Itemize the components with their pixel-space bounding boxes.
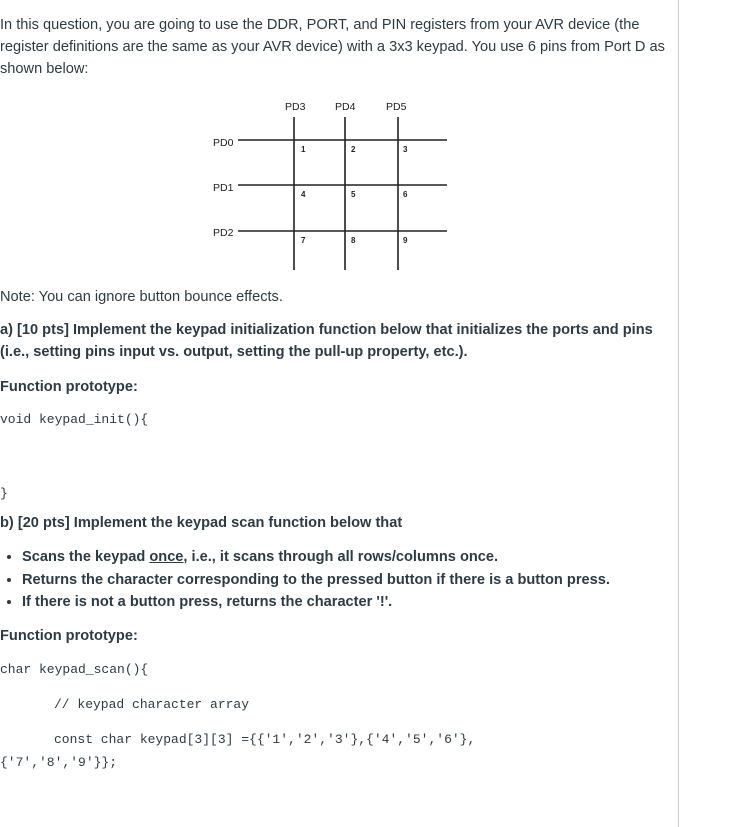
list-item: • Returns the character corresponding to the pressed button if there is a button press. xyxy=(22,569,662,592)
key-7: 7 xyxy=(301,236,306,245)
part-a-code-close: } xyxy=(0,486,8,501)
key-9: 9 xyxy=(403,236,408,245)
row-label-pd1: PD1 xyxy=(213,182,234,194)
key-1: 1 xyxy=(301,145,306,154)
code-array-line-2: {'7','8','9'}}; xyxy=(0,755,118,770)
list-item: • Scans the keypad once, i.e., it scans through all rows/columns once. xyxy=(22,546,662,569)
part-b-prototype-label: Function prototype: xyxy=(0,628,138,644)
code-comment: // keypad character array xyxy=(54,697,250,712)
part-b-heading: b) [20 pts] Implement the keypad scan function below that xyxy=(0,515,403,531)
col-label-pd5: PD5 xyxy=(386,101,407,113)
key-6: 6 xyxy=(403,190,408,199)
col-label-pd4: PD4 xyxy=(335,101,356,113)
key-4: 4 xyxy=(301,190,306,199)
keypad-diagram xyxy=(0,0,756,290)
key-8: 8 xyxy=(351,236,356,245)
part-a-prototype-label: Function prototype: xyxy=(0,379,138,395)
key-3: 3 xyxy=(403,145,408,154)
col-label-pd3: PD3 xyxy=(285,101,306,113)
code-array-line-1: const char keypad[3][3] ={{'1','2','3'},{'4','5','6'}, xyxy=(54,732,476,747)
part-a-heading: a) [10 pts] Implement the keypad initialization function below that initializes the ports and pins (i.e., setting pins input vs. output, setting the pull-up property, etc.). xyxy=(0,322,653,360)
row-label-pd0: PD0 xyxy=(213,137,234,149)
key-2: 2 xyxy=(351,145,356,154)
note-text: Note: You can ignore button bounce effects. xyxy=(0,289,283,305)
list-item: • If there is not a button press, returns the character '!'. xyxy=(22,591,662,614)
part-b-code-open: char keypad_scan(){ xyxy=(0,662,149,677)
row-label-pd2: PD2 xyxy=(213,227,234,239)
part-a-code-open: void keypad_init(){ xyxy=(0,412,149,427)
key-5: 5 xyxy=(351,190,356,199)
part-b-requirements-list xyxy=(0,546,662,614)
intro-text: In this question, you are going to use the DDR, PORT, and PIN registers from your AVR device (the register definitions are the same as your AVR device) with a 3x3 keypad. You use 6 pins from Port D as shown below: xyxy=(0,17,665,77)
